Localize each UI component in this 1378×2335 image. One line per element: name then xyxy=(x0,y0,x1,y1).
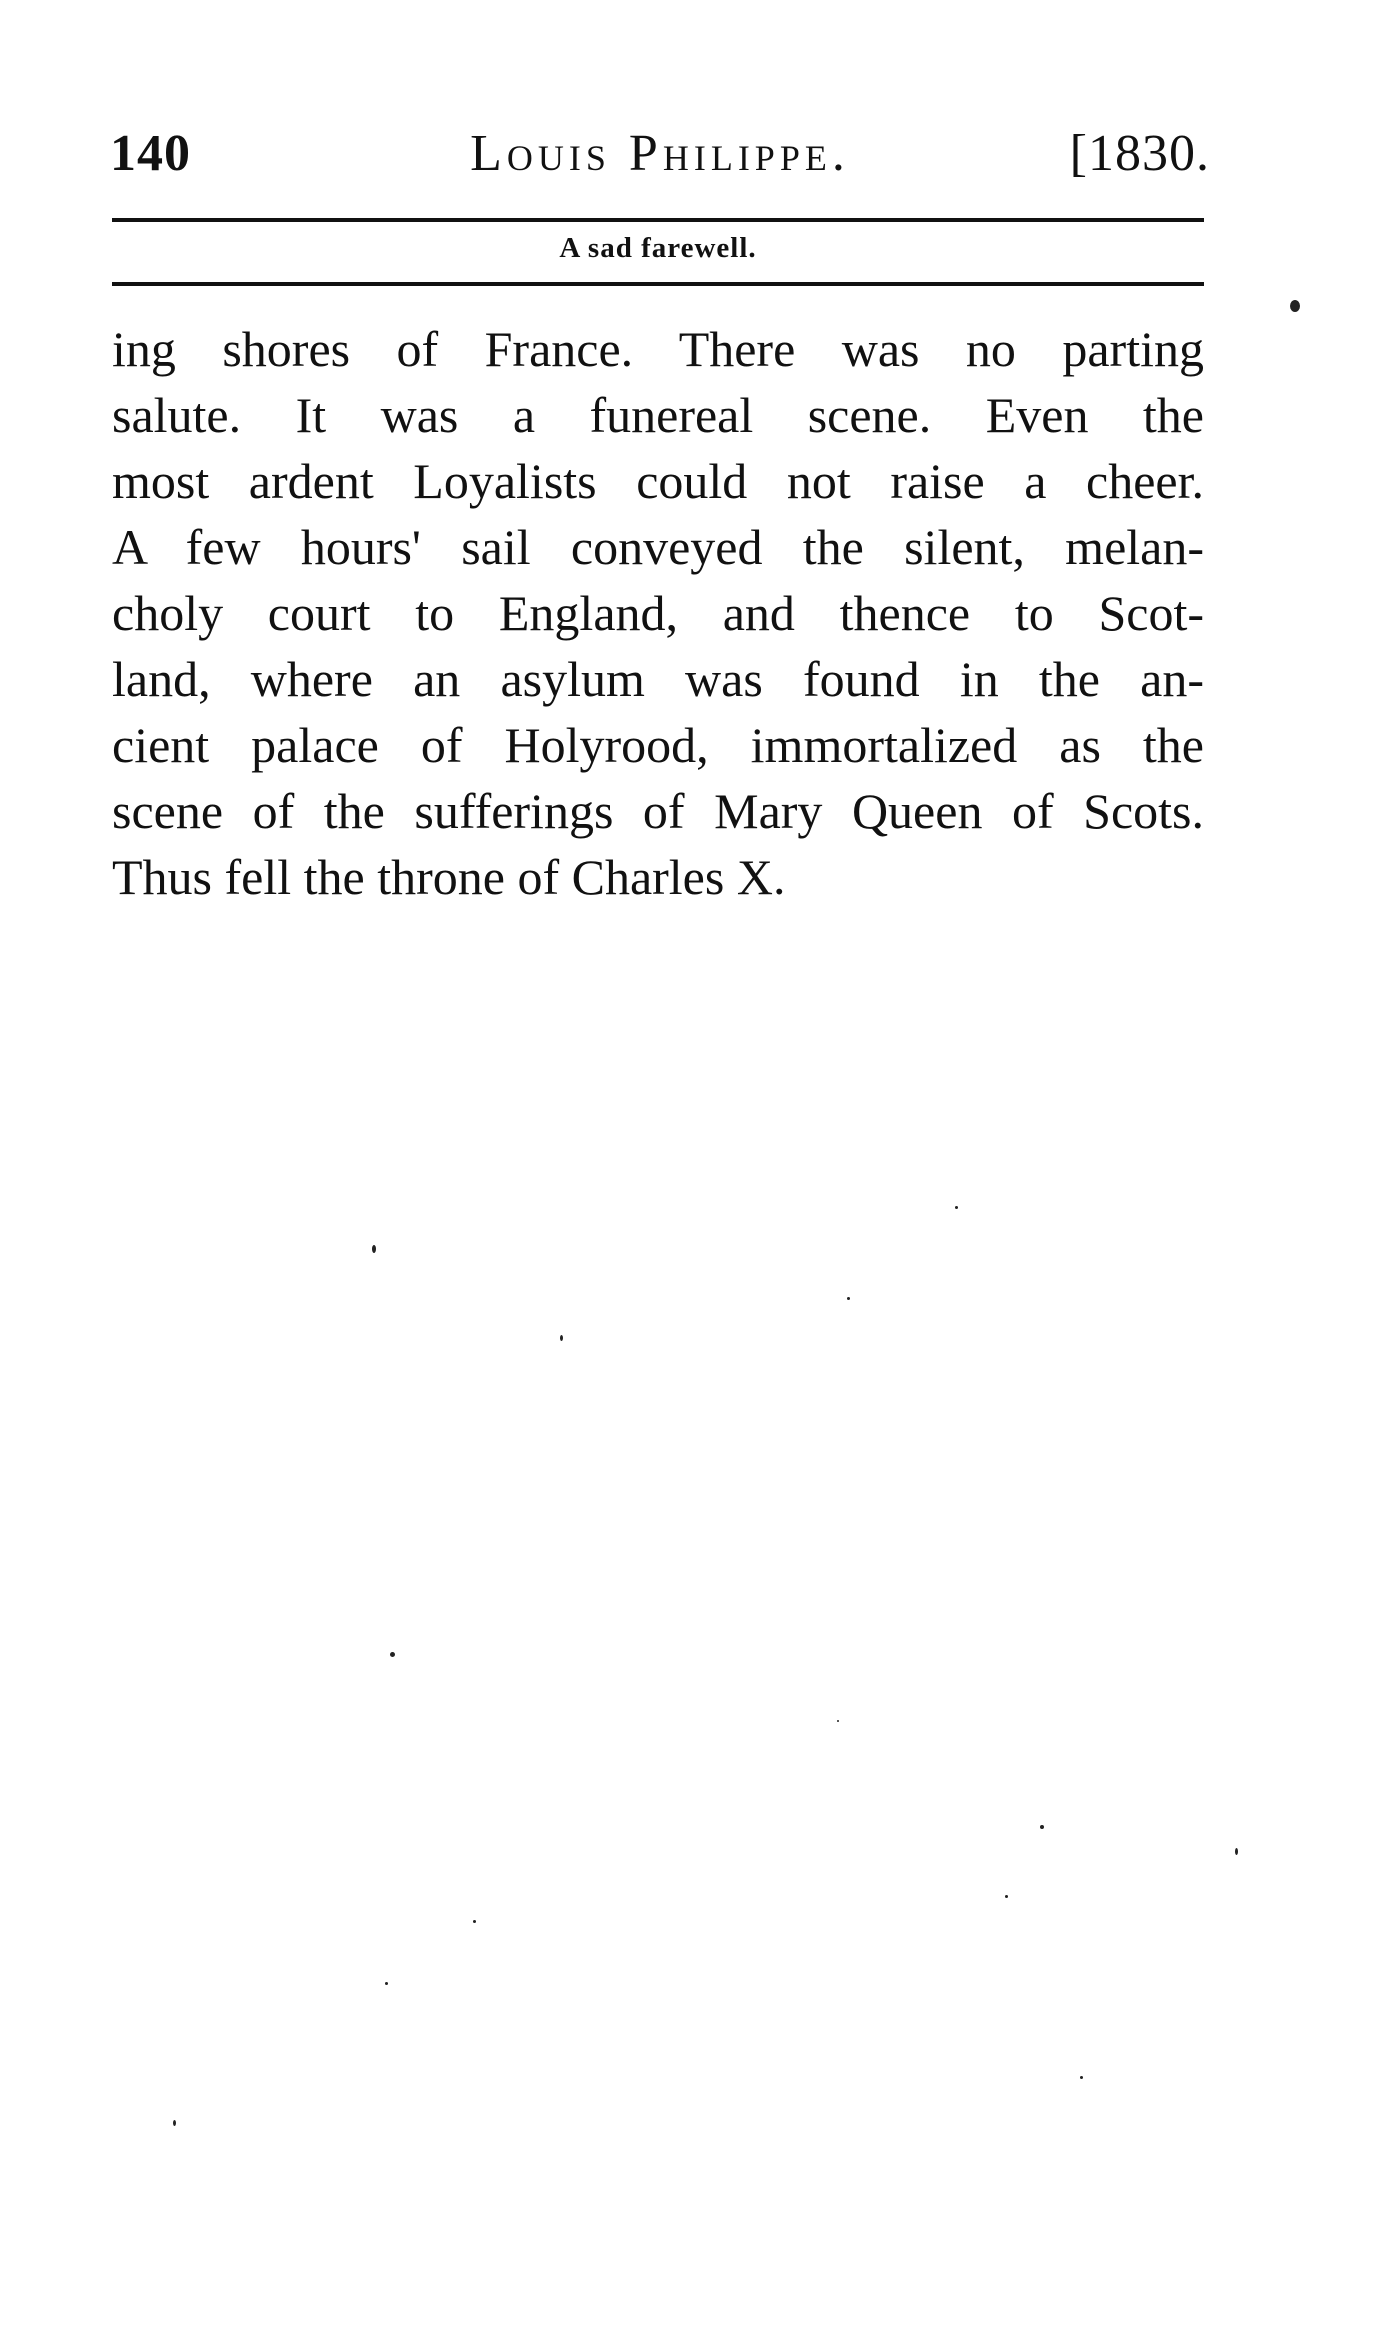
scan-speck xyxy=(1005,1895,1008,1898)
scan-speck xyxy=(955,1206,958,1209)
text-line: land, where an asylum was found in the an- xyxy=(112,651,1204,707)
text-line: ing shores of France. There was no parting xyxy=(112,321,1204,377)
page-number: 140 xyxy=(110,125,191,182)
scan-speck xyxy=(837,1720,839,1722)
text-line: A few hours' sail conveyed the silent, melan- xyxy=(112,519,1204,575)
text-line: Thus fell the throne of Charles X. xyxy=(112,849,786,905)
scan-speck xyxy=(1290,300,1300,312)
scan-speck xyxy=(1040,1825,1044,1829)
running-title: Louis Philippe. xyxy=(470,125,850,182)
scan-speck xyxy=(847,1297,850,1300)
scan-speck xyxy=(173,2120,176,2126)
scan-speck xyxy=(560,1335,563,1341)
header-rule-top xyxy=(112,218,1204,222)
text-line: most ardent Loyalists could not raise a cheer. xyxy=(112,453,1204,509)
scan-speck xyxy=(390,1652,395,1657)
text-line: scene of the sufferings of Mary Queen of Scots. xyxy=(112,783,1204,839)
scan-speck xyxy=(1080,2076,1083,2079)
text-line: choly court to England, and thence to Scot- xyxy=(112,585,1204,641)
section-heading: A sad farewell. xyxy=(559,232,757,264)
text-line: cient palace of Holyrood, immortalized as the xyxy=(112,717,1204,773)
body-text xyxy=(112,316,1204,910)
header-rule-bottom xyxy=(112,282,1204,286)
scan-speck xyxy=(473,1920,476,1923)
text-line: salute. It was a funereal scene. Even the xyxy=(112,387,1204,443)
running-head xyxy=(110,124,1210,194)
scan-speck xyxy=(372,1245,376,1253)
scan-speck xyxy=(1235,1848,1238,1855)
scan-speck xyxy=(385,1982,388,1985)
running-year: [1830. xyxy=(1069,125,1210,182)
